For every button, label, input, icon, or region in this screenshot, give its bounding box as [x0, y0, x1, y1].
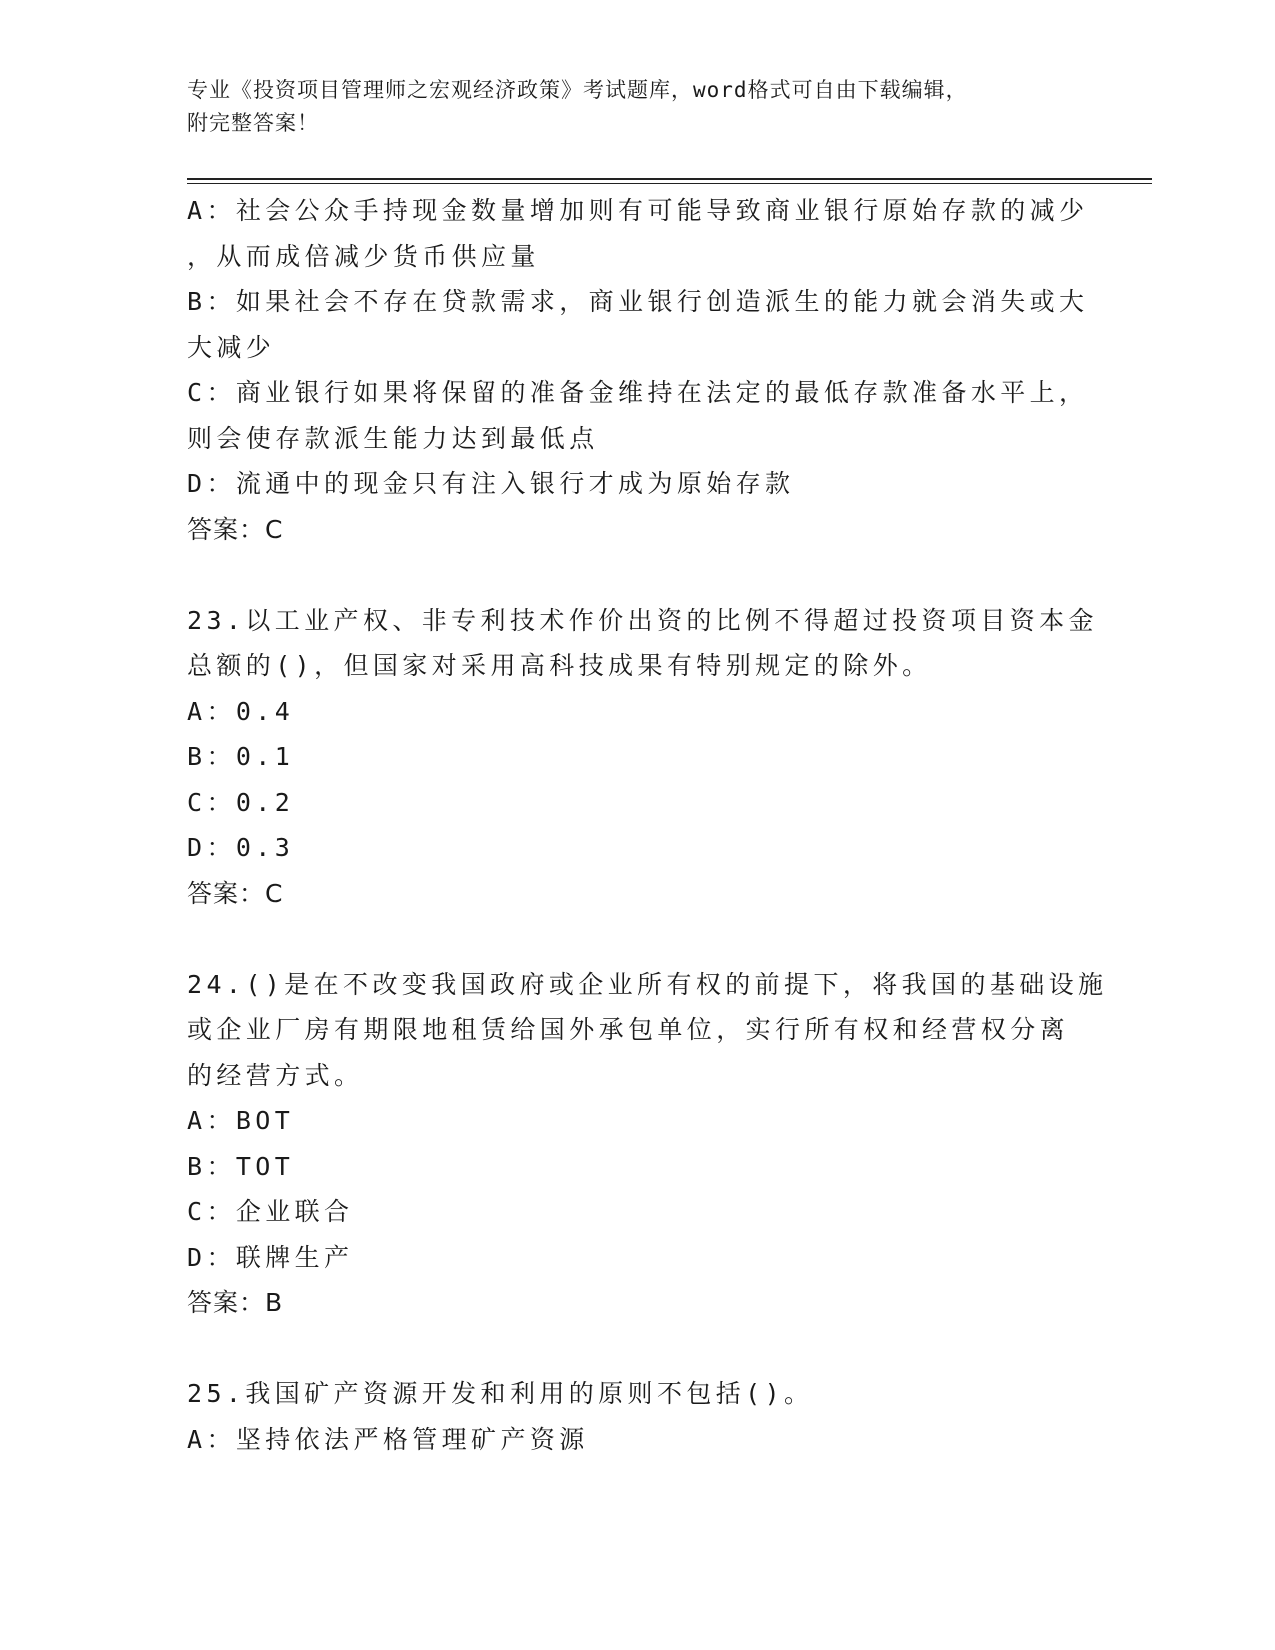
- question-stem-line-2: 或企业厂房有期限地租赁给国外承包单位，实行所有权和经营权分离: [187, 1015, 1070, 1044]
- option-b: B：0.1: [187, 742, 295, 771]
- spacer: [187, 1326, 1087, 1372]
- header-divider-thick: [187, 178, 1152, 180]
- answer: 答案：B: [187, 1288, 284, 1317]
- spacer: [187, 916, 1087, 962]
- option-c: C：0.2: [187, 787, 295, 817]
- option-a-line-2: ，从而成倍减少货币供应量: [187, 241, 540, 271]
- question-24: [187, 962, 1108, 1326]
- question-stem-line-3: 的经营方式。: [187, 1060, 364, 1090]
- question-23: [187, 598, 1098, 917]
- option-b-line-2: 大减少: [187, 332, 276, 362]
- question-22: [187, 188, 1087, 552]
- option-a-line-1: A：社会公众手持现金数量增加则有可能导致商业银行原始存款的减少: [187, 196, 1089, 225]
- option-c-line-2: 则会使存款派生能力达到最低点: [187, 423, 599, 453]
- option-a: A：BOT: [187, 1106, 295, 1135]
- option-d: D：0.3: [187, 833, 295, 862]
- answer: 答案：C: [187, 878, 284, 908]
- option-b: B：TOT: [187, 1151, 295, 1181]
- header-line-1: 专业《投资项目管理师之宏观经济政策》考试题库，word格式可自由下载编辑，: [187, 78, 968, 102]
- option-b-line-1: B：如果社会不存在贷款需求，商业银行创造派生的能力就会消失或大: [187, 287, 1089, 316]
- option-a: A：0.4: [187, 696, 295, 726]
- option-c: C：企业联合: [187, 1197, 354, 1226]
- header-line-2: 附完整答案！: [187, 111, 319, 135]
- option-c-line-1: C：商业银行如果将保留的准备金维持在法定的最低存款准备水平上，: [187, 378, 1089, 407]
- document-header: [187, 74, 1087, 140]
- option-a: A：坚持依法严格管理矿产资源: [187, 1424, 589, 1454]
- question-stem-line-1: 25.我国矿产资源开发和利用的原则不包括()。: [187, 1379, 814, 1408]
- header-divider-thin: [187, 183, 1152, 184]
- answer: 答案：C: [187, 514, 284, 544]
- option-d: D：联牌生产: [187, 1242, 354, 1272]
- option-d: D：流通中的现金只有注入银行才成为原始存款: [187, 469, 795, 498]
- spacer: [187, 552, 1087, 598]
- question-25: [187, 1371, 1087, 1462]
- question-stem-line-1: 24.()是在不改变我国政府或企业所有权的前提下，将我国的基础设施: [187, 969, 1108, 999]
- question-stem-line-1: 23.以工业产权、非专利技术作价出资的比例不得超过投资项目资本金: [187, 605, 1098, 635]
- question-stem-line-2: 总额的()，但国家对采用高科技成果有特别规定的除外。: [187, 651, 932, 680]
- question-content: [187, 188, 1108, 1462]
